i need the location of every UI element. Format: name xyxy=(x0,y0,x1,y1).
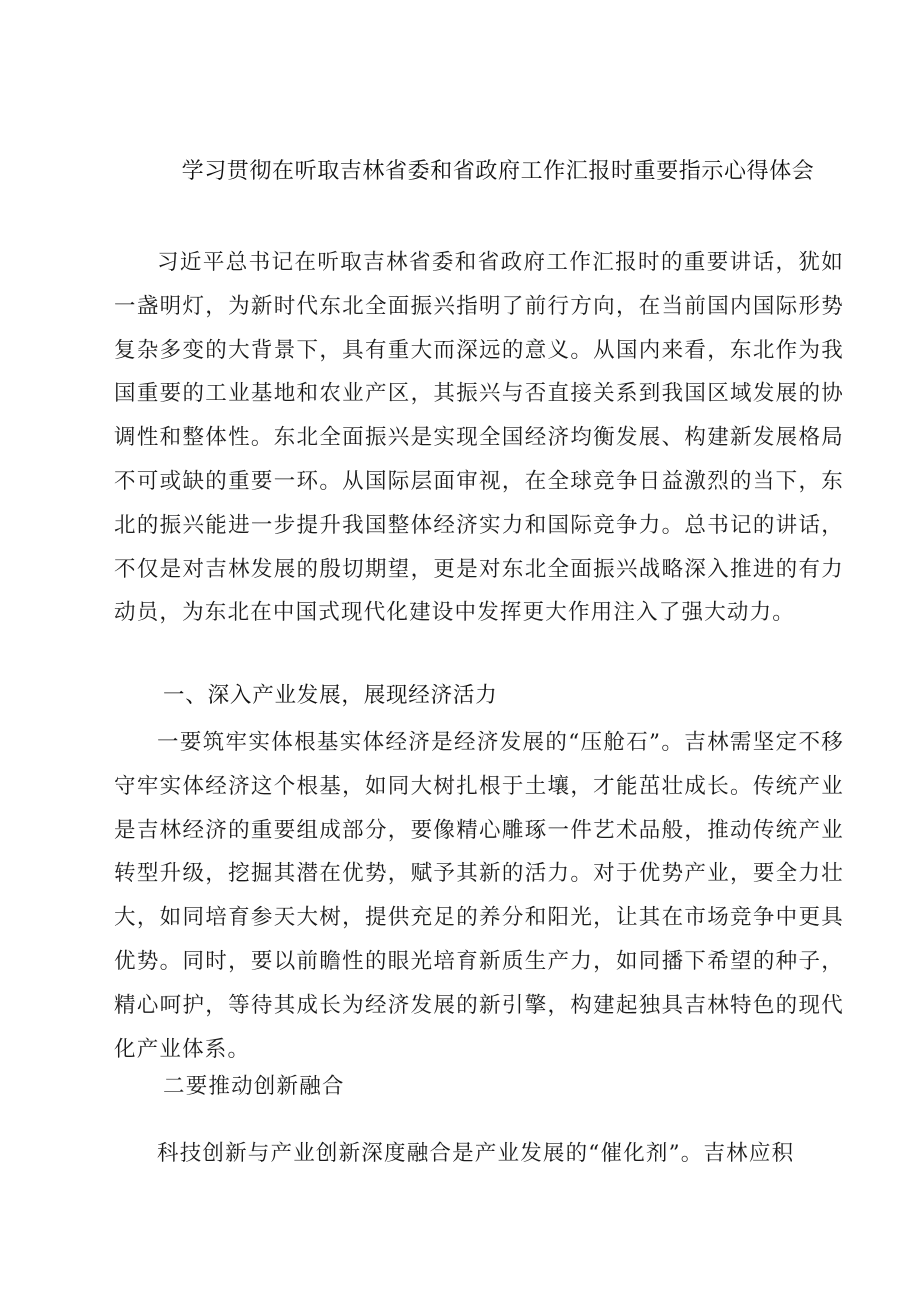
subheading-innovation: 二要推动创新融合 xyxy=(163,1074,345,1099)
section-heading: 一、深入产业发展，展现经济活力 xyxy=(163,683,498,708)
document-title: 学习贯彻在听取吉林省委和省政府工作汇报时重要指示心得体会 xyxy=(181,159,815,184)
paragraph-intro: 习近平总书记在听取吉林省委和省政府工作汇报时的重要讲话，犹如一盏明灯，为新时代东北全面振兴指明了前行方向，在当前国内国际形势复杂多变的大背景下，具有重大而深远的意义。从国内来看，东北作为我国重要的工业基地和农业产区，其振兴与否直接关系到我国区域发展的协调性和整体性。东北全面振兴是实现全国经济均衡发展、构建新发展格局不可或缺的重要一环。从国际层面审视，在全球竞争日益激烈的当下，东北的振兴能进一步提升我国整体经济实力和国际竞争力。总书记的讲话，不仅是对吉林发展的殷切期望，更是对东北全面振兴战略深入推进的有力动员，为东北在中国式现代化建设中发挥更大作用注入了强大动力。 xyxy=(114,250,844,626)
paragraph-innovation: 科技创新与产业创新深度融合是产业发展的“催化剂”。吉林应积 xyxy=(157,1141,795,1166)
paragraph-entity-economy: 一要筑牢实体根基实体经济是经济发展的“压舱石”。吉林需坚定不移守牢实体经济这个根基，如同大树扎根于土壤，才能茁壮成长。传统产业是吉林经济的重要组成部分，要像精心雕琢一件艺术品般，推动传统产业转型升级，挖掘其潜在优势，赋予其新的活力。对于优势产业，要全力壮大，如同培育参天大树，提供充足的养分和阳光，让其在市场竞争中更具优势。同时，要以前瞻性的眼光培育新质生产力，如同播下希望的种子，精心呵护，等待其成长为经济发展的新引擎，构建起独具吉林特色的现代化产业体系。 xyxy=(114,730,844,1062)
